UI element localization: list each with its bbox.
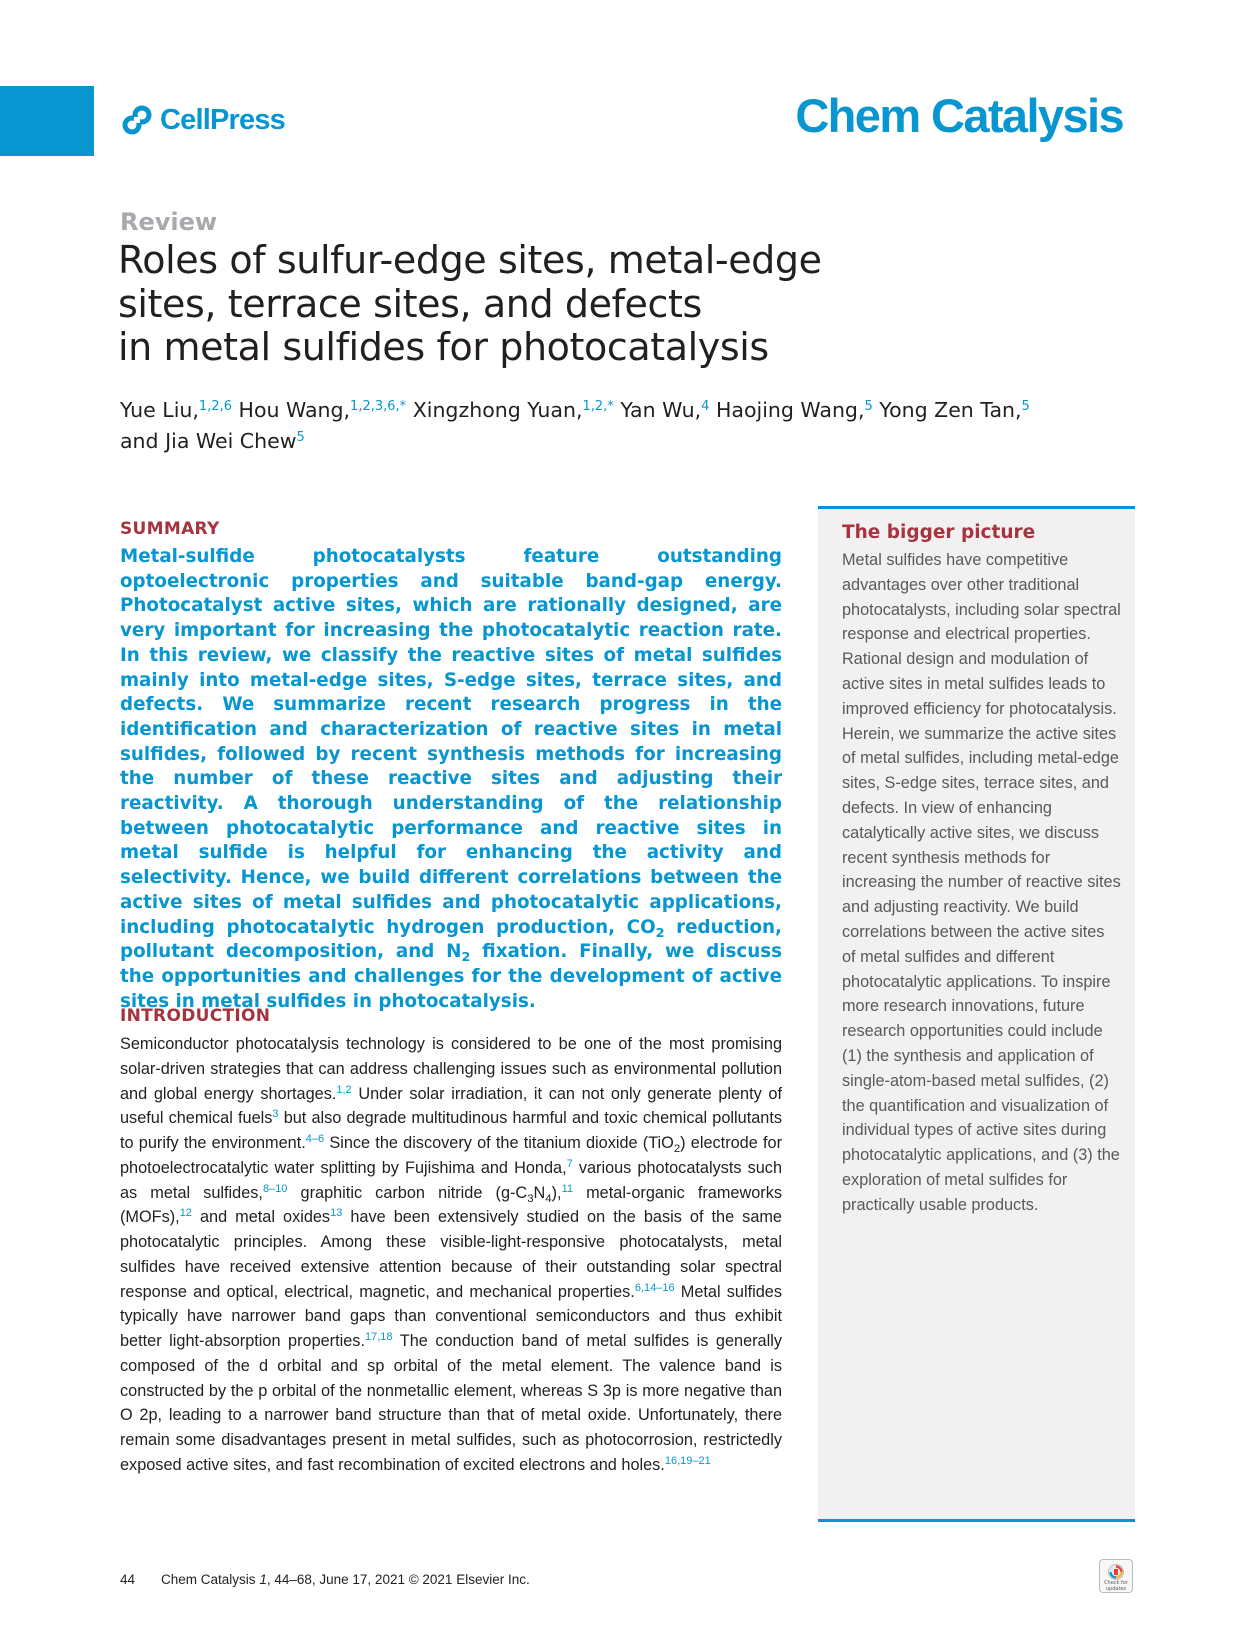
bigger-picture-heading: The bigger picture bbox=[842, 522, 1036, 543]
author-name[interactable]: Yan Wu, bbox=[620, 398, 702, 422]
intro-text-part: Under solar irradiation, it can not only generate plenty of useful chemical fuels bbox=[120, 1084, 782, 1128]
footer-volume: 1 bbox=[259, 1572, 267, 1587]
check-for-updates-icon bbox=[1107, 1563, 1125, 1581]
citation-ref[interactable]: 4–6 bbox=[305, 1133, 325, 1145]
intro-text-part: have been extensively studied on the basis of the same photocatalytic principles. Among these visible-light-responsive photocatalysts, metal sulfides have received extensive attention because of their outstanding solar spectral response and optical, electrical, magnetic, and mechanical properties. bbox=[120, 1208, 782, 1301]
footer-journal: Chem Catalysis bbox=[161, 1572, 256, 1587]
citation-ref[interactable]: 12 bbox=[179, 1207, 192, 1220]
intro-text-part: Metal sulfides typically have narrower band gaps than conventional semiconductors and thus exhibit better light-absorption properties. bbox=[120, 1282, 782, 1350]
introduction-heading: INTRODUCTION bbox=[120, 1006, 271, 1026]
title-line: sites, terrace sites, and defects bbox=[118, 281, 702, 326]
citation-ref[interactable]: 8–10 bbox=[262, 1182, 288, 1195]
author-name[interactable]: and Jia Wei Chew bbox=[120, 429, 297, 453]
footer-citation: , 44–68, June 17, 2021 © 2021 Elsevier Inc. bbox=[266, 1572, 530, 1587]
badge-line: updates bbox=[1105, 1585, 1127, 1592]
citation-ref[interactable]: 1,2 bbox=[336, 1083, 352, 1096]
subscript: 4 bbox=[545, 1192, 552, 1205]
subscript: 3 bbox=[527, 1192, 534, 1205]
affiliation-ref[interactable]: 1,2,3,6,* bbox=[350, 399, 407, 414]
affiliation-ref[interactable]: 5 bbox=[1021, 399, 1030, 414]
publisher-name: CellPress bbox=[160, 104, 285, 136]
header-color-block bbox=[0, 86, 94, 156]
intro-text-part: various photocatalysts such as metal sulfides, bbox=[120, 1158, 783, 1202]
title-line: in metal sulfides for photocatalysis bbox=[118, 325, 769, 369]
page-number: 44 bbox=[120, 1572, 136, 1587]
journal-title[interactable]: Chem Catalysis bbox=[795, 89, 1123, 142]
author-name[interactable]: Yue Liu, bbox=[120, 398, 199, 422]
intro-text-part: metal-organic frameworks (MOFs), bbox=[120, 1183, 782, 1227]
affiliation-ref[interactable]: 4 bbox=[701, 399, 710, 414]
title-line: Roles of sulfur-edge sites, metal-edge bbox=[118, 238, 822, 282]
intro-text-part: ) electrode for photoelectrocatalytic water splitting by Fujishima and Honda, bbox=[120, 1134, 782, 1177]
badge-line: Check for bbox=[1104, 1580, 1128, 1586]
citation-ref[interactable]: 16,19–21 bbox=[664, 1454, 711, 1467]
citation-ref[interactable]: 7 bbox=[566, 1157, 573, 1170]
citation-ref[interactable]: 13 bbox=[330, 1207, 343, 1220]
cellpress-logo[interactable] bbox=[120, 103, 285, 137]
intro-text-part: but also degrade multitudinous harmful and toxic chemical pollutants to purify the environment. bbox=[120, 1109, 782, 1152]
citation-ref[interactable]: 17,18 bbox=[364, 1331, 393, 1343]
affiliation-ref[interactable]: 5 bbox=[296, 430, 305, 445]
author-name[interactable]: Yong Zen Tan, bbox=[879, 398, 1022, 422]
affiliation-ref[interactable]: 1,2,6 bbox=[198, 399, 232, 414]
intro-text-part: The conduction band of metal sulfides is generally composed of the d orbital and sp orbital of the metal element. The valence band is constructed by the p orbital of the nonmetallic element, whereas S 3p is more negative than O 2p, leading to a narrower band structure than that of metal oxide. Unfortunately, there remain some disadvantages present in metal sulfides, such as photocorrosion, restrictedly exposed active sites, and fast recombination of excited electrons and holes. bbox=[120, 1332, 782, 1474]
summary-text-part: reduction, pollutant decomposition, and N bbox=[120, 916, 782, 963]
citation-ref[interactable]: 3 bbox=[272, 1108, 279, 1121]
subscript: 2 bbox=[673, 1143, 681, 1155]
citation-ref[interactable]: 6,14–16 bbox=[634, 1281, 675, 1294]
check-for-updates-label bbox=[1104, 1581, 1128, 1592]
author-name[interactable]: Xingzhong Yuan, bbox=[412, 398, 583, 422]
article-title bbox=[118, 239, 878, 370]
check-for-updates-button[interactable] bbox=[1099, 1559, 1133, 1593]
page-footer bbox=[120, 1572, 530, 1587]
intro-text-part: Semiconductor photocatalysis technology is considered to be one of the most promising solar-driven strategies that can address challenging issues such as environmental pollution and global energy shortages. bbox=[120, 1035, 782, 1103]
cellpress-logo-icon bbox=[120, 103, 154, 137]
article-type: Review bbox=[120, 208, 218, 236]
author-name[interactable]: Haojing Wang, bbox=[715, 398, 865, 422]
summary-heading: SUMMARY bbox=[120, 519, 220, 539]
intro-text-part: N bbox=[533, 1183, 546, 1202]
intro-text-part: and metal oxides bbox=[191, 1208, 331, 1227]
subscript: 2 bbox=[655, 925, 665, 941]
summary-text-part: Metal-sulfide photocatalysts feature outstanding optoelectronic properties and suitable band-gap energy. Photocatalyst active sites, which are rationally designed, are very important for increasing the photocatalytic reaction rate. In this review, we classify the reactive sites of metal sulfides mainly into metal-edge sites, S-edge sites, terrace sites, and defects. We summarize recent research progress in the identification and characterization of reactive sites in metal sulfides, followed by recent synthesis methods for increasing the number of these reactive sites and adjusting their reactivity. A thorough understanding of the relationship between photocatalytic performance and reactive sites in metal sulfide is helpful for enhancing the activity and selectivity. Hence, we build different correlations between the active sites of metal sulfides and photocatalytic applications, including photocatalytic hydrogen production, CO bbox=[120, 546, 782, 938]
citation-ref[interactable]: 11 bbox=[561, 1182, 574, 1195]
author-list bbox=[120, 395, 1140, 457]
bigger-picture-text: Metal sulfides have competitive advantages over other traditional photocatalysts, including solar spectral response and electrical properties. Rational design and modulation of active sites in metal sulfides leads to improved efficiency for photocatalysis. Herein, we summarize the active sites of metal sulfides, including metal-edge sites, S-edge sites, terrace sites, and defects. In view of enhancing catalytically active sites, we discuss recent synthesis methods for increasing the number of reactive sites and adjusting reactivity. We build correlations between the active sites of metal sulfides and different photocatalytic applications. To inspire more research innovations, future research opportunities could include (1) the synthesis and application of single-atom-based metal sulfides, (2) the quantification and visualization of individual types of active sites during photocatalytic applications, and (3) the exploration of metal sulfides for practically usable products. bbox=[842, 551, 1121, 1214]
introduction-text bbox=[120, 1032, 782, 1478]
affiliation-ref[interactable]: 5 bbox=[864, 399, 873, 414]
author-name[interactable]: Hou Wang, bbox=[238, 398, 351, 422]
summary-text bbox=[120, 545, 782, 1014]
summary-text-part: fixation. Finally, we discuss the opportunities and challenges for the development of active sites in metal sulfides in photocatalysis. bbox=[120, 941, 782, 1012]
affiliation-ref[interactable]: 1,2,* bbox=[582, 399, 614, 414]
intro-text-part: graphitic carbon nitride (g-C bbox=[287, 1183, 528, 1202]
subscript: 2 bbox=[461, 950, 471, 966]
bigger-picture-bottom-rule bbox=[818, 1519, 1135, 1522]
intro-text-part: ), bbox=[551, 1183, 562, 1202]
intro-text-part: Since the discovery of the titanium dioxide (TiO bbox=[324, 1134, 674, 1152]
